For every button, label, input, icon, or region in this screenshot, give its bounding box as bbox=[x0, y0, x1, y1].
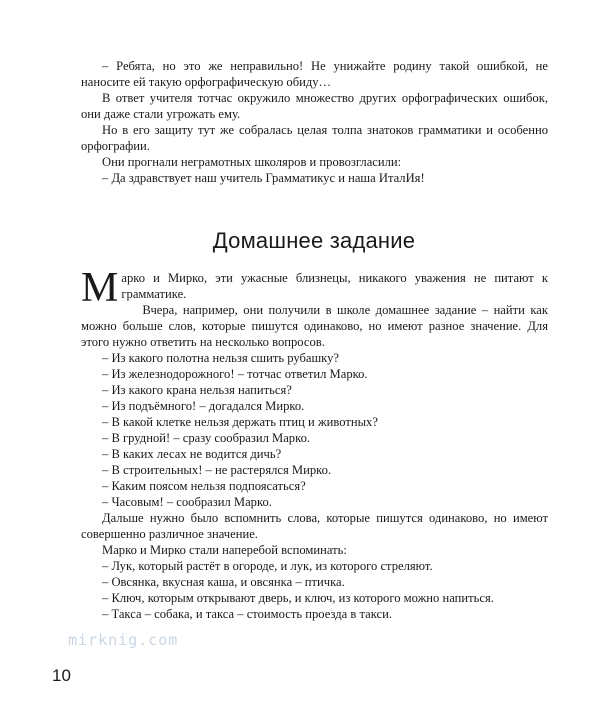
paragraph: Но в его защиту тут же собралась целая толпа знатоков грамматики и особенно орфографии. bbox=[81, 123, 548, 153]
dialogue-line: – Из железнодорожного! – тотчас ответил Марко. bbox=[102, 367, 368, 381]
dialogue-line: – Из подъёмного! – догадался Мирко. bbox=[102, 399, 305, 413]
dialogue-line: – В каких лесах не водится дичь? bbox=[102, 447, 282, 461]
dialogue-line: – Овсянка, вкусная каша, и овсянка – птичка. bbox=[102, 575, 345, 589]
paragraph: Дальше нужно было вспомнить слова, которые пишутся одинаково, но имеют совершенно различное значение. bbox=[81, 511, 548, 541]
dialogue-line: – Лук, который растёт в огороде, и лук, из которого стреляют. bbox=[102, 559, 433, 573]
top-text-block bbox=[81, 58, 548, 186]
paragraph: Они прогнали неграмотных школяров и провозгласили: bbox=[102, 155, 402, 169]
first-paragraph bbox=[81, 265, 548, 311]
dialogue-line: – Каким поясом нельзя подпоясаться? bbox=[102, 479, 306, 493]
paragraph: Марко и Мирко стали наперебой вспоминать: bbox=[102, 543, 347, 557]
paragraph: – Да здравствует наш учитель Грамматикус и наша ИталИя! bbox=[102, 171, 425, 185]
main-text-block bbox=[81, 265, 548, 622]
watermark: mirknig.com bbox=[68, 631, 179, 649]
dropcap-letter: М bbox=[81, 265, 119, 311]
dialogue-line: – Из какого полотна нельзя сшить рубашку? bbox=[102, 351, 339, 365]
paragraph: В ответ учителя тотчас окружило множество других орфографических ошибок, они даже стали угрожать ему. bbox=[81, 91, 548, 121]
dialogue-line: – Ключ, которым открывают дверь, и ключ, из которого можно напиться. bbox=[102, 591, 494, 605]
dialogue-line: – В строительных! – не растерялся Мирко. bbox=[102, 463, 332, 477]
dialogue-line: – Такса – собака, и такса – стоимость проезда в такси. bbox=[102, 607, 392, 621]
dialogue-line: – В грудной! – сразу сообразил Марко. bbox=[102, 431, 311, 445]
paragraph: – Ребята, но это же неправильно! Не унижайте родину такой ошибкой, не наносите ей такую орфографическую обиду… bbox=[81, 59, 548, 89]
first-paragraph-text: арко и Мирко, эти ужасные близнецы, никакого уважения не питают к грамматике. bbox=[121, 271, 548, 301]
section-title: Домашнее задание bbox=[212, 228, 416, 253]
paragraph: Вчера, например, они получили в школе домашнее задание – найти как можно больше слов, которые пишутся одинаково, но имеют разное значение. Для этого нужно ответить на несколько вопросов. bbox=[81, 303, 548, 349]
dialogue-line: – Из какого крана нельзя напиться? bbox=[102, 383, 292, 397]
page-number: 10 bbox=[52, 666, 71, 685]
dialogue-line: – В какой клетке нельзя держать птиц и животных? bbox=[102, 415, 378, 429]
dialogue-line: – Часовым! – сообразил Марко. bbox=[102, 495, 272, 509]
